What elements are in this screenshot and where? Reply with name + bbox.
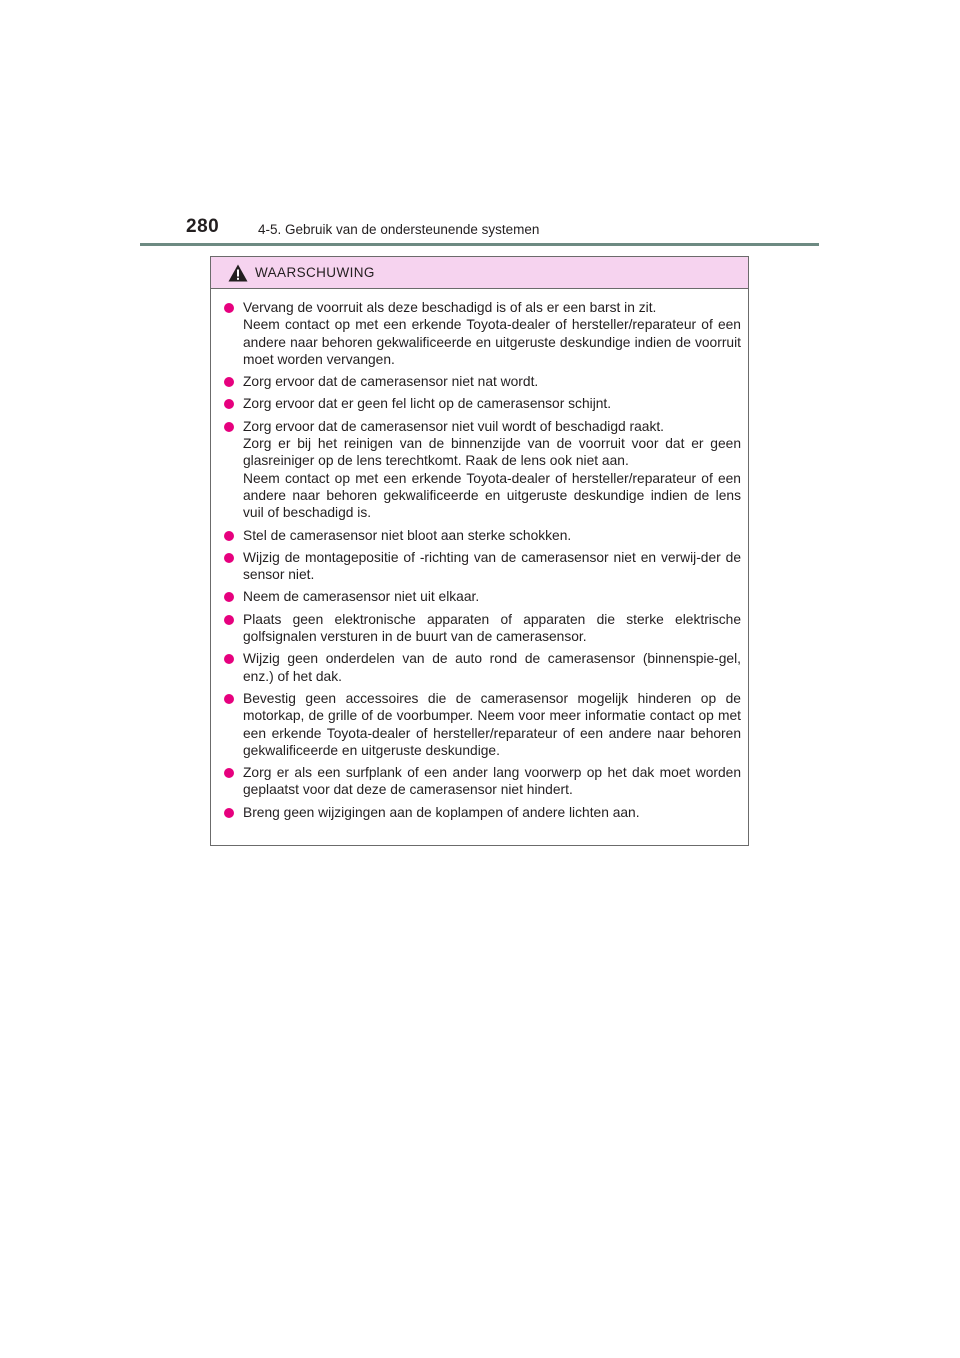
bullet-icon xyxy=(224,377,234,387)
warning-item-text: Wijzig geen onderdelen van de auto rond de camerasensor (binnenspie-gel, enz.) of het dak. xyxy=(243,651,741,684)
warning-item-text: Stel de camerasensor niet bloot aan sterke schokken. xyxy=(243,527,572,543)
warning-item-text: Neem contact op met een erkende Toyota-dealer of hersteller/reparateur of een andere naar behoren gekwalificeerde en uitgeruste deskundige indien de lens vuil of beschadigd is. xyxy=(243,470,741,521)
warning-item xyxy=(224,527,741,544)
warning-item xyxy=(224,611,741,646)
warning-item-text: Neem contact op met een erkende Toyota-dealer of hersteller/reparateur of een andere naar behoren gekwalificeerde en uitgeruste deskundige indien de voorruit moet worden vervangen. xyxy=(243,317,741,367)
warning-item xyxy=(224,299,741,368)
warning-item xyxy=(224,804,741,821)
bullet-icon xyxy=(224,553,234,563)
warning-item-text: Wijzig de montagepositie of -richting van de camerasensor niet en verwij-der de sensor niet. xyxy=(243,549,741,583)
warning-item-text: Zorg ervoor dat de camerasensor niet nat wordt. xyxy=(243,374,539,390)
warning-item-text: Plaats geen elektronische apparaten of apparaten die sterke elektrische golfsignalen versturen in de buurt van de camerasensor. xyxy=(243,611,741,645)
bullet-icon xyxy=(224,303,234,313)
warning-box xyxy=(210,256,749,846)
warning-item xyxy=(224,588,741,605)
warning-item-text: Zorg ervoor dat de camerasensor niet vuil wordt of beschadigd raakt. xyxy=(243,418,665,434)
warning-item xyxy=(224,764,741,799)
warning-list xyxy=(211,289,748,821)
warning-item-text: Zorg ervoor dat er geen fel licht op de camerasensor schijnt. xyxy=(243,396,612,412)
bullet-icon xyxy=(224,422,234,432)
warning-header xyxy=(211,257,748,289)
warning-item-text: Zorg er als een surfplank of een ander lang voorwerp op het dak moet worden geplaatst voor dat deze de camerasensor niet hindert. xyxy=(243,765,741,798)
warning-item-text: Neem de camerasensor niet uit elkaar. xyxy=(243,589,480,605)
bullet-icon xyxy=(224,808,234,818)
section-title: 4-5. Gebruik van de ondersteunende systemen xyxy=(258,222,540,237)
bullet-icon xyxy=(224,654,234,664)
warning-item-text: Breng geen wijzigingen aan de koplampen of andere lichten aan. xyxy=(243,804,640,820)
warning-item xyxy=(224,690,741,759)
warning-item-text: Vervang de voorruit als deze beschadigd is of als er een barst in zit. xyxy=(243,300,657,315)
bullet-icon xyxy=(224,694,234,704)
page-number: 280 xyxy=(186,216,220,237)
warning-item xyxy=(224,549,741,584)
warning-item xyxy=(224,395,741,412)
warning-item xyxy=(224,650,741,685)
bullet-icon xyxy=(224,615,234,625)
bullet-icon xyxy=(224,399,234,409)
warning-item-text: Zorg er bij het reinigen van de binnenzijde van de voorruit voor dat er geen glasreiniger op de lens terechtkomt. Raak de lens ook niet aan. xyxy=(243,436,741,469)
warning-triangle-icon xyxy=(228,264,248,282)
warning-title: WAARSCHUWING xyxy=(255,265,375,280)
warning-item xyxy=(224,418,741,522)
bullet-icon xyxy=(224,768,234,778)
bullet-icon xyxy=(224,592,234,602)
header-divider xyxy=(140,243,819,246)
warning-item-text: Bevestig geen accessoires die de camerasensor mogelijk hinderen op de motorkap, de grille of de voorbumper. Neem voor meer informatie contact op met een erkende Toyota-dealer of hersteller/reparateur of een andere naar behoren gekwalificeerde en uitgeruste deskundige. xyxy=(243,690,741,758)
warning-item xyxy=(224,373,741,390)
bullet-icon xyxy=(224,531,234,541)
